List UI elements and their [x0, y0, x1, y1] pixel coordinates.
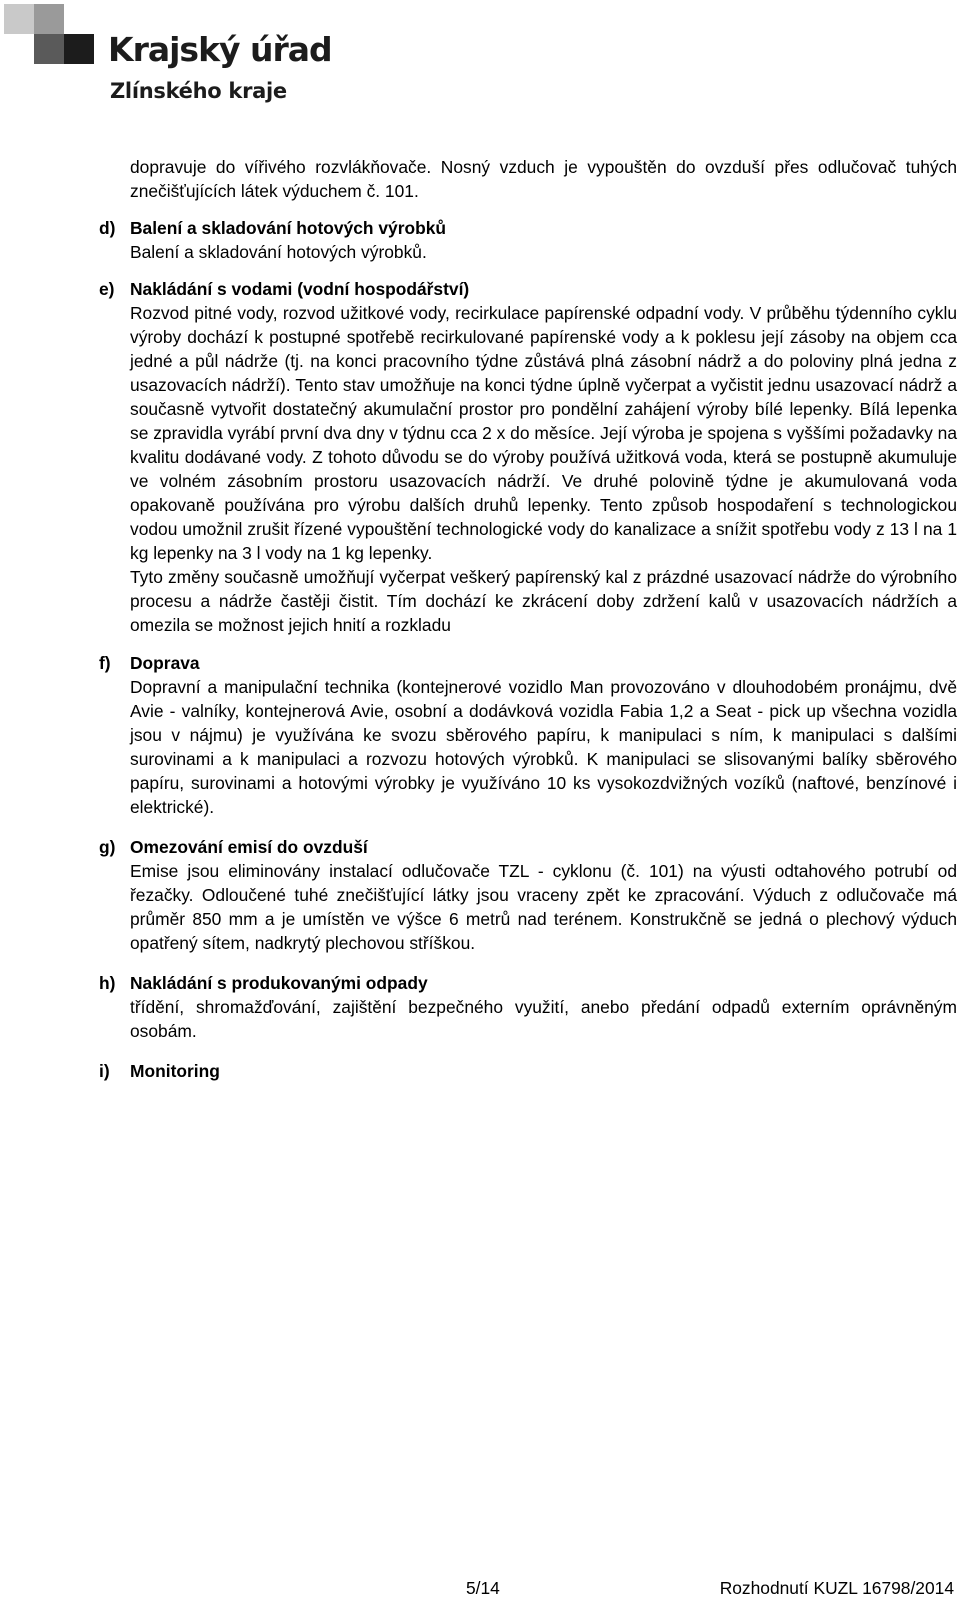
section-heading: [99, 835, 957, 859]
section-heading: [99, 651, 957, 675]
section-paragraph: Emise jsou eliminovány instalací odlučovače TZL - cyklonu (č. 101) na výusti odtahového potrubí od řezačky. Odloučené tuhé znečišťující látky jsou vraceny zpět ke zpracování. Výduch z odlučovače má průměr 850 mm a je umístěn ve výšce 6 metrů nad terénem. Konstrukčně se jedná o plechový výduch opatřený sítem, nadkrytý plechovou stříškou.: [130, 861, 957, 953]
section-letter: g): [99, 837, 116, 857]
section-paragraph: Rozvod pitné vody, rozvod užitkové vody, recirkulace papírenské odpadní vody. V průběhu týdenního cyklu výroby dochází k postupné spotřebě recirkulované papírenské vody a k poklesu její zásoby na objem cca jedné a půl nádrže (tj. na konci pracovního týdne zůstává plná zásobní nádrž a do poloviny plná jedna z usazovacích nádrží). Tento stav umožňuje na konci týdne úplně vyčerpat a vyčistit jednu usazovací nádrž a současně vytvořit dostatečný akumulační prostor pro pondělní zahájení výroby bílé lepenky. Bílá lepenka se zpravidla vyrábí první dva dny v týdnu cca 2 x do měsíce. Její výroba je spojena s vyššími požadavky na kvalitu dodávané vody. Z tohoto důvodu se do výroby používá užitková voda, která se postupně akumuluje ve volném zásobním prostoru usazovacích nádrží. Ve druhé polovině týdne je akumulovaná voda opakovaně používána pro výrobu dalších druhů lepenky. Tento způsob hospodaření s technologickou vodou umožnil zrušit řízené vypouštění technologické vody do kanalizace a snížit spotřebu vody z 13 l na 1 kg lepenky na 3 l vody na 1 kg lepenky.: [130, 303, 957, 563]
section-letter: h): [99, 973, 116, 993]
section-letter: e): [99, 279, 115, 299]
section-paragraph: Tyto změny současně umožňují vyčerpat veškerý papírenský kal z prázdné usazovací nádrže do výrobního procesu a nádrže častěji čistit. Tím dochází ke zkrácení doby zdržení kalů v usazovacích nádržích a omezila se možnost jejich hnití a rozkladu: [130, 567, 957, 635]
section-h: [99, 971, 957, 1043]
section-heading: [99, 1059, 957, 1083]
logo-square-light: [4, 4, 34, 34]
section-heading: [99, 971, 957, 995]
section-i: [99, 1059, 957, 1083]
section-heading: [99, 277, 957, 301]
intro-paragraph: dopravuje do vířivého rozvlákňovače. Nosný vzduch je vypouštěn do ovzduší přes odlučovač tuhých znečišťujících látek výduchem č. 101.: [130, 157, 957, 201]
logo-title: Krajský úřad: [108, 30, 332, 69]
logo-square-dark: [34, 34, 64, 64]
section-title: Nakládání s vodami (vodní hospodářství): [130, 279, 470, 299]
logo-square-mid: [34, 4, 64, 34]
section-title: Nakládání s produkovanými odpady: [130, 973, 428, 993]
section-f: [99, 651, 957, 819]
section-title: Monitoring: [130, 1061, 220, 1081]
section-heading: [99, 216, 957, 240]
section-letter: f): [99, 653, 111, 673]
section-paragraph: Dopravní a manipulační technika (kontejnerové vozidlo Man provozováno v dlouhodobém pronájmu, dvě Avie - valníky, kontejnerová Avie, osobní a dodávková vozidla Fabia 1,2 a Seat - pick up všechna vozidla jsou v nájmu) je využívána ke svozu sběrového papíru, k manipulaci s ním, k manipulaci s dalšími surovinami a k manipulaci a rozvozu hotových výrobků. K manipulaci se slisovanými balíky sběrového papíru, surovinami a hotovými výrobky je využíváno 10 ks vysokozdvižných vozíků (naftové, benzínové i elektrické).: [130, 677, 957, 817]
section-title: Doprava: [130, 653, 200, 673]
section-paragraph: třídění, shromažďování, zajištění bezpečného využití, anebo předání odpadů externím oprávněným osobám.: [130, 997, 957, 1041]
section-g: [99, 835, 957, 955]
section-paragraph: Balení a skladování hotových výrobků.: [130, 242, 427, 262]
section-e: [99, 277, 957, 637]
document-body: [99, 155, 957, 1083]
section-d: [99, 216, 957, 264]
section-title: Balení a skladování hotových výrobků: [130, 218, 447, 238]
page-number: 5/14: [466, 1578, 500, 1598]
section-title: Omezování emisí do ovzduší: [130, 837, 368, 857]
document-reference: Rozhodnutí KUZL 16798/2014: [719, 1578, 954, 1598]
krajsky-urad-logo: [0, 0, 330, 110]
section-letter: d): [99, 218, 116, 238]
logo-square-black: [64, 34, 94, 64]
section-letter: i): [99, 1061, 110, 1081]
logo-subtitle: Zlínského kraje: [110, 79, 287, 103]
